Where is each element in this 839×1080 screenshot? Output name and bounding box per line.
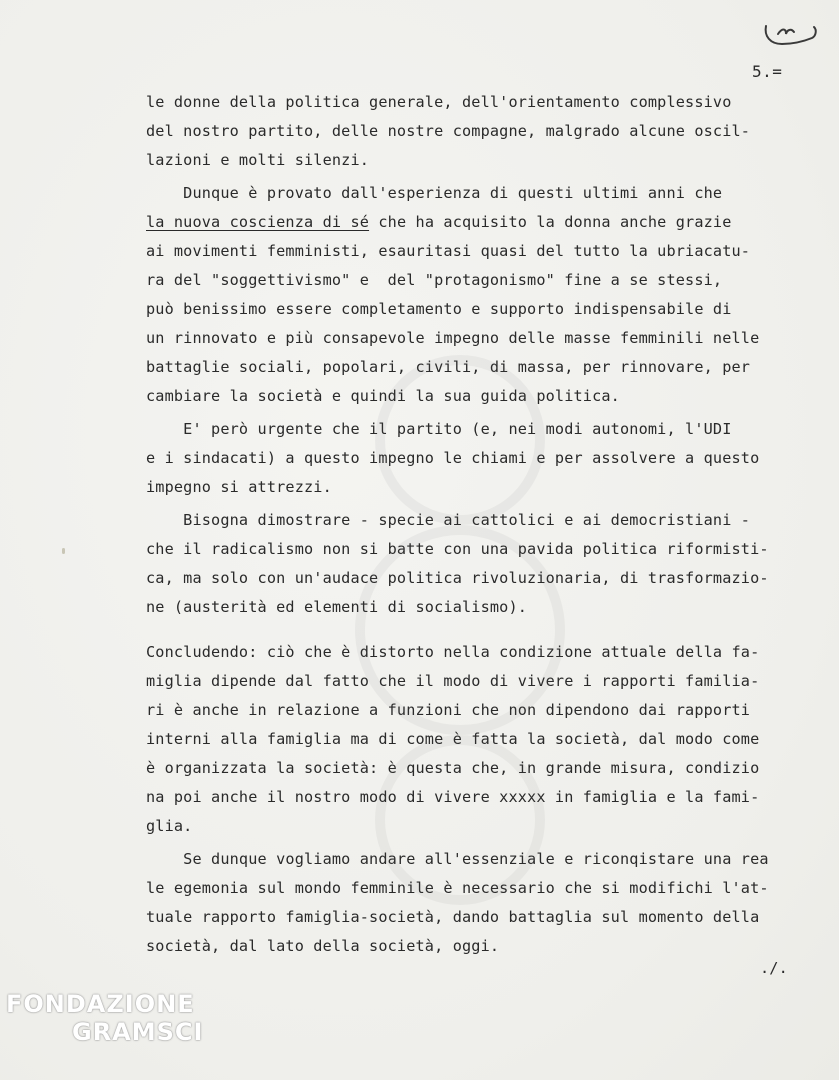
text-line: del nostro partito, delle nostre compagne, malgrado alcune oscil- <box>146 122 751 140</box>
text-line: na poi anche il nostro modo di vivere xxxxx in famiglia e la fami- <box>146 788 760 806</box>
continuation-mark: ./. <box>760 959 788 977</box>
text-line: che il radicalismo non si batte con una pavida politica riformisti- <box>146 540 769 558</box>
page-number: 5.= <box>752 62 783 81</box>
watermark-line-1: FONDAZIONE <box>6 990 195 1018</box>
text-line: ra del "soggettivismo" e del "protagonismo" fine a se stessi, <box>146 271 723 289</box>
watermark-line-2: GRAMSCI <box>72 1018 204 1046</box>
text-line: ri è anche in relazione a funzioni che non dipendono dai rapporti <box>146 701 751 719</box>
text-line: tuale rapporto famiglia-società, dando battaglia sul momento della <box>146 908 760 926</box>
text-line: le donne della politica generale, dell'orientamento complessivo <box>146 93 732 111</box>
text-line: e i sindacati) a questo impegno le chiami e per assolvere a questo <box>146 449 760 467</box>
text-line: lazioni e molti silenzi. <box>146 151 370 169</box>
underlined-phrase: la nuova coscienza di sé <box>146 213 370 231</box>
text-line: impegno si attrezzi. <box>146 478 332 496</box>
text-line: ne (austerità ed elementi di socialismo). <box>146 598 528 616</box>
handwritten-mark-icon <box>760 18 820 54</box>
text-line: Se dunque vogliamo andare all'essenziale e riconqistare una rea <box>146 850 769 868</box>
text-line: E' però urgente che il partito (e, nei modi autonomi, l'UDI <box>146 420 732 438</box>
text-line: ca, ma solo con un'audace politica rivoluzionaria, di trasformazio- <box>146 569 769 587</box>
text-line: cambiare la società e quindi la sua guida politica. <box>146 387 620 405</box>
text-line: un rinnovato e più consapevole impegno delle masse femminili nelle <box>146 329 760 347</box>
text-line: è organizzata la società: è questa che, in grande misura, condizio <box>146 759 760 777</box>
scan-artifact <box>62 548 65 554</box>
text-line: battaglie sociali, popolari, civili, di massa, per rinnovare, per <box>146 358 751 376</box>
text-line: glia. <box>146 817 193 835</box>
text-line: Dunque è provato dall'esperienza di questi ultimi anni che <box>146 184 723 202</box>
text-line: le egemonia sul mondo femminile è necessario che si modifichi l'at- <box>146 879 769 897</box>
text-line: Concludendo: ciò che è distorto nella condizione attuale della fa- <box>146 643 760 661</box>
line-remainder: che ha acquisito la donna anche grazie <box>369 213 732 231</box>
text-line: Bisogna dimostrare - specie ai cattolici e ai democristiani - <box>146 511 751 529</box>
text-line-underlined <box>146 212 732 232</box>
text-line: miglia dipende dal fatto che il modo di vivere i rapporti familia- <box>146 672 760 690</box>
text-line: ai movimenti femministi, esauritasi quasi del tutto la ubriacatu- <box>146 242 751 260</box>
text-line: può benissimo essere completamento e supporto indispensabile di <box>146 300 732 318</box>
text-line: società, dal lato della società, oggi. <box>146 937 500 955</box>
text-line: interni alla famiglia ma di come è fatta la società, dal modo come <box>146 730 760 748</box>
watermark-seal-icon <box>300 320 620 940</box>
